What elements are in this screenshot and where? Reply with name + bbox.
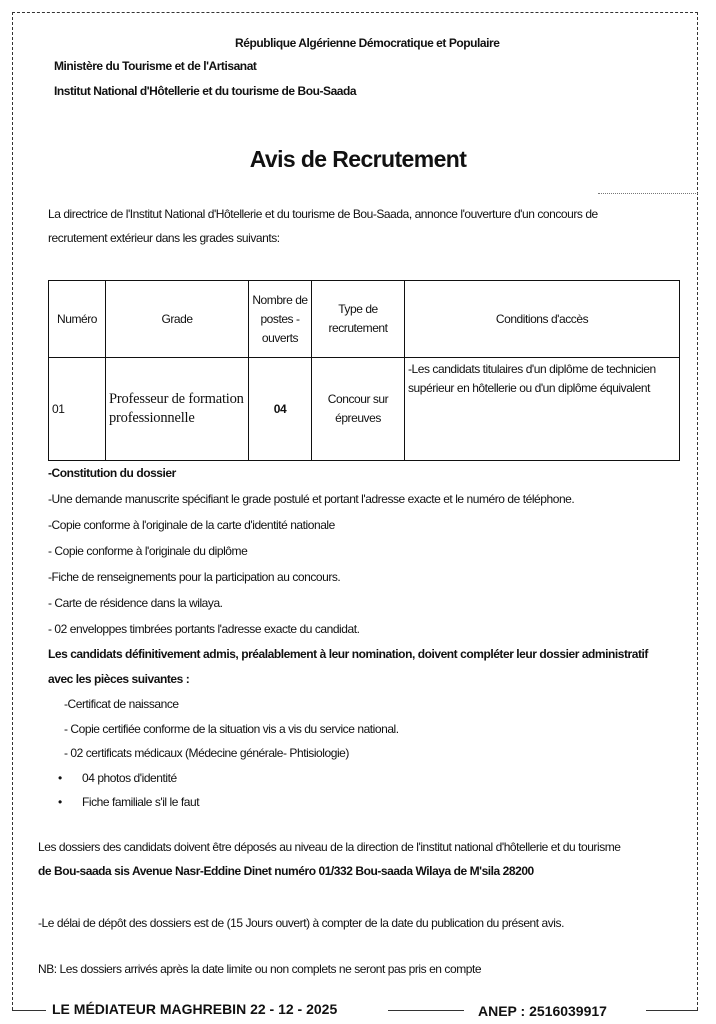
list-item: -Fiche de renseignements pour la participation au concours. xyxy=(48,570,341,584)
delai-text: -Le délai de dépôt des dossiers est de (15 Jours ouvert) à compter de la date du publication du présent avis. xyxy=(38,916,564,930)
col-type: Type de recrutement xyxy=(312,281,405,358)
col-conditions: Conditions d'accès xyxy=(405,281,680,358)
list-item: Fiche familiale s'il le faut xyxy=(82,795,200,809)
cell-grade: Professeur de formation professionnelle xyxy=(106,358,249,461)
table-row xyxy=(49,358,680,461)
table-header-row xyxy=(49,281,680,358)
divider xyxy=(646,1010,698,1011)
footer-newspaper: LE MÉDIATEUR MAGHREBIN 22 - 12 - 2025 xyxy=(52,1001,338,1017)
list-item: -Une demande manuscrite spécifiant le grade postulé et portant l'adresse exacte et le numéro de téléphone. xyxy=(48,492,575,506)
admis-text: Les candidats définitivement admis, préalablement à leur nomination, doivent compléter leur dossier administratif xyxy=(48,647,648,661)
cell-type: Concour sur épreuves xyxy=(312,358,405,461)
recruitment-table xyxy=(48,280,680,461)
depot-text: Les dossiers des candidats doivent être déposés au niveau de la direction de l'institut national d'hôtellerie et du tourisme xyxy=(38,840,621,854)
page-title: Avis de Recrutement xyxy=(249,146,467,172)
intro-line: recrutement extérieur dans les grades suivants: xyxy=(48,231,280,245)
col-numero: Numéro xyxy=(49,281,106,358)
list-item: -Copie conforme à l'originale de la carte d'identité nationale xyxy=(48,518,335,532)
bullet-icon: • xyxy=(58,771,62,785)
divider xyxy=(598,193,698,194)
list-item: -Certificat de naissance xyxy=(64,697,179,711)
footer xyxy=(12,1000,702,1022)
col-grade: Grade xyxy=(106,281,249,358)
header-republic: République Algérienne Démocratique et Populaire xyxy=(235,36,500,50)
list-item: 04 photos d'identité xyxy=(82,771,177,785)
nb-text: NB: Les dossiers arrivés après la date limite ou non complets ne seront pas pris en compte xyxy=(38,962,482,976)
cell-nombre: 04 xyxy=(249,358,312,461)
list-item: - 02 certificats médicaux (Médecine générale- Phtisiologie) xyxy=(64,746,349,760)
header-institute: Institut National d'Hôtellerie et du tourisme de Bou-Saada xyxy=(54,84,357,98)
col-nombre: Nombre de postes -ouverts xyxy=(249,281,312,358)
admis-text: avec les pièces suivantes : xyxy=(48,672,190,686)
bullet-icon: • xyxy=(58,795,62,809)
cell-conditions: -Les candidats titulaires d'un diplôme de technicien supérieur en hôtellerie ou d'un diplôme équivalent xyxy=(405,358,680,461)
intro-line: La directrice de l'Institut National d'Hôtellerie et du tourisme de Bou-Saada, annonce l'ouverture d'un concours de xyxy=(48,207,598,221)
list-item: - Copie conforme à l'originale du diplôme xyxy=(48,544,248,558)
divider xyxy=(388,1010,464,1011)
depot-text: de Bou-saada sis Avenue Nasr-Eddine Dinet numéro 01/332 Bou-saada Wilaya de M'sila 28200 xyxy=(38,864,534,878)
list-item: - Carte de résidence dans la wilaya. xyxy=(48,596,223,610)
divider xyxy=(12,1010,46,1011)
cell-numero: 01 xyxy=(49,358,106,461)
header-ministry: Ministère du Tourisme et de l'Artisanat xyxy=(54,59,257,73)
list-item: - 02 enveloppes timbrées portants l'adresse exacte du candidat. xyxy=(48,622,360,636)
footer-anep: ANEP : 2516039917 xyxy=(478,1003,607,1019)
list-item: - Copie certifiée conforme de la situation vis a vis du service national. xyxy=(64,722,399,736)
dossier-heading: -Constitution du dossier xyxy=(48,466,176,480)
